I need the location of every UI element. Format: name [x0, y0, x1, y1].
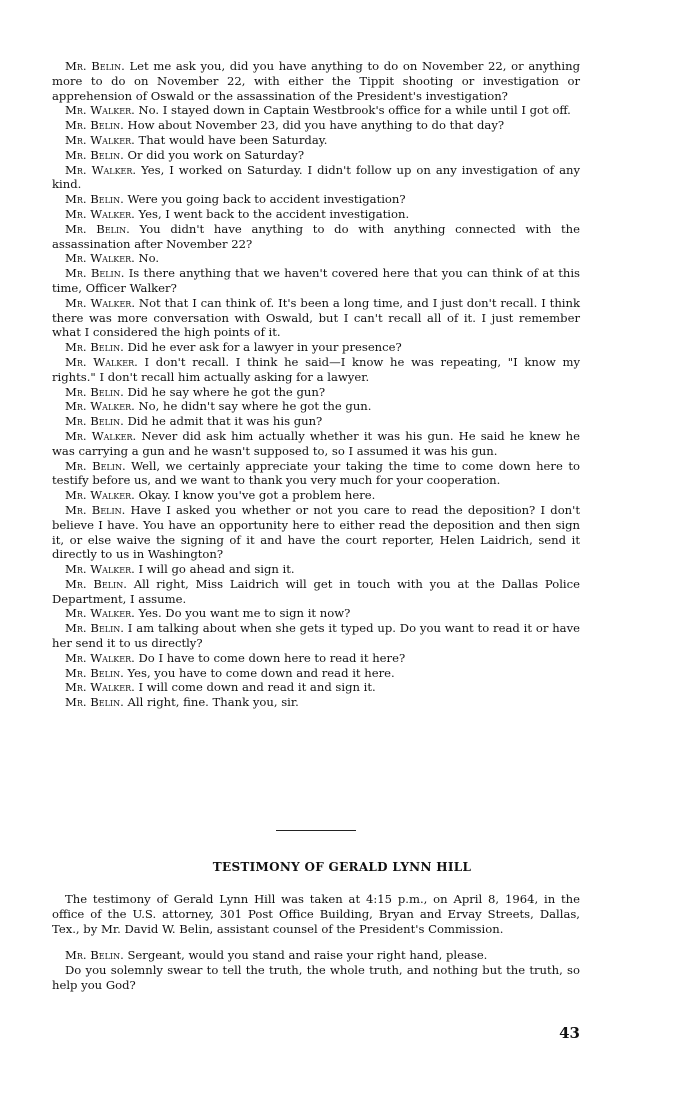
dialogue-text: No.	[138, 251, 160, 266]
dialogue-paragraph	[52, 103, 580, 118]
dialogue-paragraph	[52, 163, 580, 193]
dialogue-paragraph	[52, 118, 580, 133]
dialogue-text: Yes, I worked on Saturday. I didn't follow up on any investigation of any kind.	[52, 162, 581, 192]
dialogue-text: Yes, you have to come down and read it here.	[127, 665, 395, 680]
dialogue-text: I will go ahead and sign it.	[138, 562, 295, 577]
dialogue-text: Yes, I went back to the accident investigation.	[138, 206, 410, 221]
speaker-label: Mr. Belin.	[65, 147, 124, 162]
speaker-label: Mr. Belin.	[65, 621, 124, 636]
speaker-label: Mr. Belin.	[65, 665, 124, 680]
dialogue-text: Let me ask you, did you have anything to do on November 22, or anything more to do on November 22, with either the Tippit shooting or investigation or apprehension of Oswald or the assassination of the President's investigation?	[52, 59, 580, 103]
dialogue-text: How about November 23, did you have anything to do that day?	[127, 118, 505, 133]
dialogue-paragraph	[52, 503, 580, 562]
dialogue-text: Not that I can think of. It's been a long time, and I just don't recall. I think there was more conversation with Oswald, but I can't recall all of it. I just remember what I considered the high points of it.	[52, 295, 580, 340]
dialogue-paragraph	[52, 399, 580, 414]
intro-paragraph: The testimony of Gerald Lynn Hill was taken at 4:15 p.m., on April 8, 1964, in the office of the U.S. attorney, 301 Post Office Building, Bryan and Ervay Streets, Dallas, Tex., by Mr. David W. Belin, assistant counsel of the President's Commission.	[52, 892, 580, 936]
dialogue-text: Okay. I know you've got a problem here.	[138, 488, 376, 503]
section-heading: TESTIMONY OF GERALD LYNN HILL	[212, 860, 472, 874]
dialogue-paragraph	[52, 385, 580, 400]
dialogue-paragraph	[52, 606, 580, 621]
dialogue-paragraph	[52, 207, 580, 222]
dialogue-text: Well, we certainly appreciate your taking the time to come down here to testify before us, and we want to thank you very much for your cooperation.	[52, 458, 580, 488]
speaker-label: Mr. Walker.	[65, 399, 135, 414]
dialogue-paragraph	[52, 651, 580, 666]
dialogue-paragraph	[52, 414, 580, 429]
dialogue-text: Sergeant, would you stand and raise your right hand, please.	[127, 948, 488, 963]
dialogue-text: That would have been Saturday.	[138, 132, 328, 147]
dialogue-text: Did he ever ask for a lawyer in your presence?	[127, 340, 402, 355]
dialogue-text: All right, fine. Thank you, sir.	[127, 695, 299, 710]
speaker-label: Mr. Belin.	[65, 221, 130, 236]
section-divider	[276, 830, 356, 831]
dialogue-text: No. I stayed down in Captain Westbrook's office for a while until I got off.	[138, 103, 571, 118]
dialogue-text: Have I asked you whether or not you care to read the deposition? I don't believe I have. You have an opportunity here to either read the deposition and then sign it, or else waive the signing of it and have the court reporter, Helen Laidrich, send it directly to us in Washington?	[52, 502, 580, 562]
dialogue-text: Never did ask him actually whether it was his gun. He said he knew he was carrying a gun and he wasn't supposed to, so I assumed it was his gun.	[52, 428, 580, 458]
dialogue-paragraph	[52, 340, 580, 355]
dialogue-paragraph	[52, 133, 580, 148]
dialogue-paragraph	[52, 429, 580, 459]
speaker-label: Mr. Walker.	[65, 251, 135, 266]
speaker-label: Mr. Belin.	[65, 414, 124, 429]
testimony-transcript	[52, 59, 580, 710]
speaker-label: Mr. Belin.	[65, 192, 124, 207]
dialogue-paragraph	[52, 251, 580, 266]
speaker-label: Mr. Walker.	[65, 132, 135, 147]
speaker-label: Mr. Belin.	[65, 695, 124, 710]
speaker-label: Mr. Walker.	[65, 488, 135, 503]
speaker-label: Mr. Belin.	[65, 576, 127, 591]
dialogue-paragraph	[52, 963, 580, 993]
speaker-label: Mr. Belin.	[65, 340, 124, 355]
speaker-label: Mr. Belin.	[65, 118, 124, 133]
dialogue-text: Do you solemnly swear to tell the truth, the whole truth, and nothing but the truth, so help you God?	[52, 963, 580, 992]
dialogue-paragraph	[52, 948, 580, 963]
speaker-label: Mr. Belin.	[65, 458, 126, 473]
speaker-label: Mr. Walker.	[65, 650, 135, 665]
speaker-label: Mr. Walker.	[65, 162, 137, 177]
speaker-label: Mr. Belin.	[65, 59, 125, 73]
dialogue-text: Yes. Do you want me to sign it now?	[138, 606, 351, 621]
dialogue-paragraph	[52, 355, 580, 385]
dialogue-text: I don't recall. I think he said—I know he was repeating, "I know my rights." I don't recall him actually asking for a lawyer.	[52, 354, 581, 384]
dialogue-text: No, he didn't say where he got the gun.	[138, 399, 372, 414]
speaker-label: Mr. Belin.	[65, 384, 124, 399]
dialogue-text: Did he say where he got the gun?	[127, 384, 326, 399]
dialogue-text: You didn't have anything to do with anything connected with the assassination after November 22?	[52, 221, 580, 251]
dialogue-paragraph	[52, 59, 580, 103]
dialogue-text: Do I have to come down here to read it here?	[138, 650, 406, 665]
dialogue-paragraph	[52, 266, 580, 296]
speaker-label: Mr. Belin.	[65, 266, 125, 281]
speaker-label: Mr. Walker.	[65, 103, 135, 118]
dialogue-paragraph	[52, 459, 580, 489]
dialogue-paragraph	[52, 562, 580, 577]
dialogue-paragraph	[52, 680, 580, 695]
speaker-label: Mr. Walker.	[65, 680, 135, 695]
dialogue-text: Is there anything that we haven't covered here that you can think of at this time, Officer Walker?	[52, 266, 580, 295]
speaker-label: Mr. Belin.	[65, 948, 124, 963]
dialogue-paragraph	[52, 148, 580, 163]
dialogue-text: Did he admit that it was his gun?	[127, 414, 323, 429]
speaker-label: Mr. Walker.	[65, 206, 135, 221]
hill-testimony	[52, 892, 580, 993]
speaker-label: Mr. Walker.	[65, 354, 138, 369]
dialogue-text: I am talking about when she gets it typed up. Do you want to read it or have her send it to us directly?	[52, 621, 580, 651]
speaker-label: Mr. Walker.	[65, 428, 137, 443]
dialogue-text: Were you going back to accident investigation?	[127, 192, 406, 207]
dialogue-paragraph	[52, 695, 580, 710]
page-number: 43	[559, 1024, 580, 1042]
speaker-label: Mr. Walker.	[65, 606, 135, 621]
dialogue-paragraph	[52, 192, 580, 207]
dialogue-text: I will come down and read it and sign it.	[138, 680, 376, 695]
speaker-label: Mr. Walker.	[65, 562, 135, 577]
speaker-label: Mr. Belin.	[65, 502, 126, 517]
dialogue-text: All right, Miss Laidrich will get in touch with you at the Dallas Police Department, I assume.	[52, 576, 580, 606]
dialogue-text: Or did you work on Saturday?	[127, 147, 305, 162]
dialogue-paragraph	[52, 488, 580, 503]
dialogue-paragraph	[52, 666, 580, 681]
dialogue-paragraph	[52, 296, 580, 340]
dialogue-paragraph	[52, 577, 580, 607]
dialogue-paragraph	[52, 222, 580, 252]
speaker-label: Mr. Walker.	[65, 295, 136, 310]
dialogue-paragraph	[52, 621, 580, 651]
